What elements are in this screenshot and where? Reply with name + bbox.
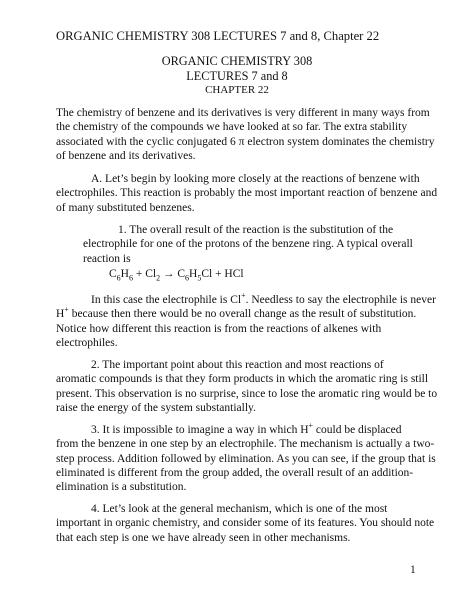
eq-part: Cl + HCl bbox=[201, 268, 244, 280]
intro-paragraph bbox=[56, 106, 435, 163]
eq-subscript: 2 bbox=[156, 273, 161, 283]
text-span: because then there would be no overall change as the result of substitution. bbox=[68, 308, 417, 321]
text-line: eliminated is different from the group added, the overall result of an addition- bbox=[56, 466, 414, 479]
text-line: The chemistry of benzene and its derivatives is very different in many ways from bbox=[56, 107, 430, 119]
eq-part: H bbox=[120, 268, 129, 280]
point-3-paragraph bbox=[56, 421, 436, 494]
eq-subscript: 5 bbox=[197, 273, 202, 283]
text-line bbox=[56, 307, 424, 321]
text-line: aromatic compounds is that they form products in which the aromatic ring is still bbox=[56, 373, 429, 386]
electrophile-note-paragraph bbox=[56, 291, 436, 350]
lecture-title: LECTURES 7 and 8 bbox=[186, 69, 288, 83]
text-span: could be displaced bbox=[313, 424, 402, 436]
eq-part: C bbox=[109, 268, 117, 280]
point-1-paragraph bbox=[83, 223, 451, 266]
eq-subscript: 6 bbox=[116, 273, 121, 283]
text-line: elimination is a substitution. bbox=[56, 481, 187, 494]
course-title: ORGANIC CHEMISTRY 308 bbox=[161, 54, 313, 68]
point-4-paragraph bbox=[56, 502, 435, 545]
text-line: of benzene and its derivatives. bbox=[56, 149, 196, 162]
reaction-arrow: → bbox=[160, 268, 178, 280]
text-line: electrophiles. This reaction is probably the most important reaction of benzene and bbox=[56, 187, 438, 200]
text-line: important in organic chemistry, and consider some of its features. You should note bbox=[56, 517, 435, 530]
text-line: of many substituted benzenes. bbox=[56, 201, 195, 214]
text-span: In this case the electrophile is Cl bbox=[91, 294, 242, 306]
running-header: ORGANIC CHEMISTRY 308 LECTURES 7 and 8, Chapter 22 bbox=[56, 29, 380, 43]
page-number: 1 bbox=[410, 564, 416, 576]
reaction-equation bbox=[109, 267, 244, 281]
chapter-title: CHAPTER 22 bbox=[205, 84, 269, 96]
text-line bbox=[56, 423, 424, 437]
text-line: Notice how different this reaction is from the reactions of alkenes with bbox=[56, 322, 382, 335]
text-line: step process. Addition followed by elimination. As you can see, if the group that is bbox=[56, 452, 436, 465]
text-line: that each step is one we have already seen in other mechanisms. bbox=[56, 531, 351, 544]
text-line: 2. The important point about this reaction and most reactions of bbox=[91, 359, 384, 371]
eq-part: + Cl bbox=[132, 268, 157, 280]
text-line: 1. The overall result of the reaction is the substitution of the bbox=[118, 224, 394, 236]
text-line: associated with the cyclic conjugated 6 π electron system dominates the chemistry bbox=[56, 135, 435, 148]
text-line: A. Let’s begin by looking more closely at the reactions of benzene with bbox=[91, 173, 420, 185]
title-block bbox=[0, 54, 474, 97]
text-line: electrophiles. bbox=[56, 336, 118, 349]
text-line: reaction is bbox=[83, 252, 131, 265]
text-line: electrophile for one of the protons of the benzene ring. A typical overall bbox=[83, 238, 413, 251]
superscript: + bbox=[308, 421, 314, 431]
superscript: + bbox=[241, 291, 246, 301]
eq-part: C bbox=[177, 268, 186, 280]
section-a-paragraph bbox=[56, 172, 438, 215]
superscript: + bbox=[64, 305, 69, 315]
text-line bbox=[56, 291, 436, 307]
text-span: 3. It is impossible to imagine a way in which H bbox=[91, 424, 309, 436]
text-span: . Needless to say the electrophile is never bbox=[245, 294, 436, 306]
point-2-paragraph bbox=[56, 358, 438, 415]
text-line: from the benzene in one step by an electrophile. The mechanism is actually a two- bbox=[56, 438, 435, 451]
text-line: raise the energy of the system substantially. bbox=[56, 401, 256, 414]
text-span: H bbox=[56, 308, 65, 321]
eq-part: H bbox=[189, 268, 198, 280]
text-line: present. This observation is no surprise, since to lose the aromatic ring would be to bbox=[56, 387, 438, 400]
text-line: the chemistry of the compounds we have looked at so far. The extra stability bbox=[56, 121, 408, 134]
eq-subscript: 6 bbox=[185, 273, 190, 283]
text-line: 4. Let’s look at the general mechanism, which is one of the most bbox=[91, 503, 388, 515]
eq-subscript: 6 bbox=[128, 273, 133, 283]
